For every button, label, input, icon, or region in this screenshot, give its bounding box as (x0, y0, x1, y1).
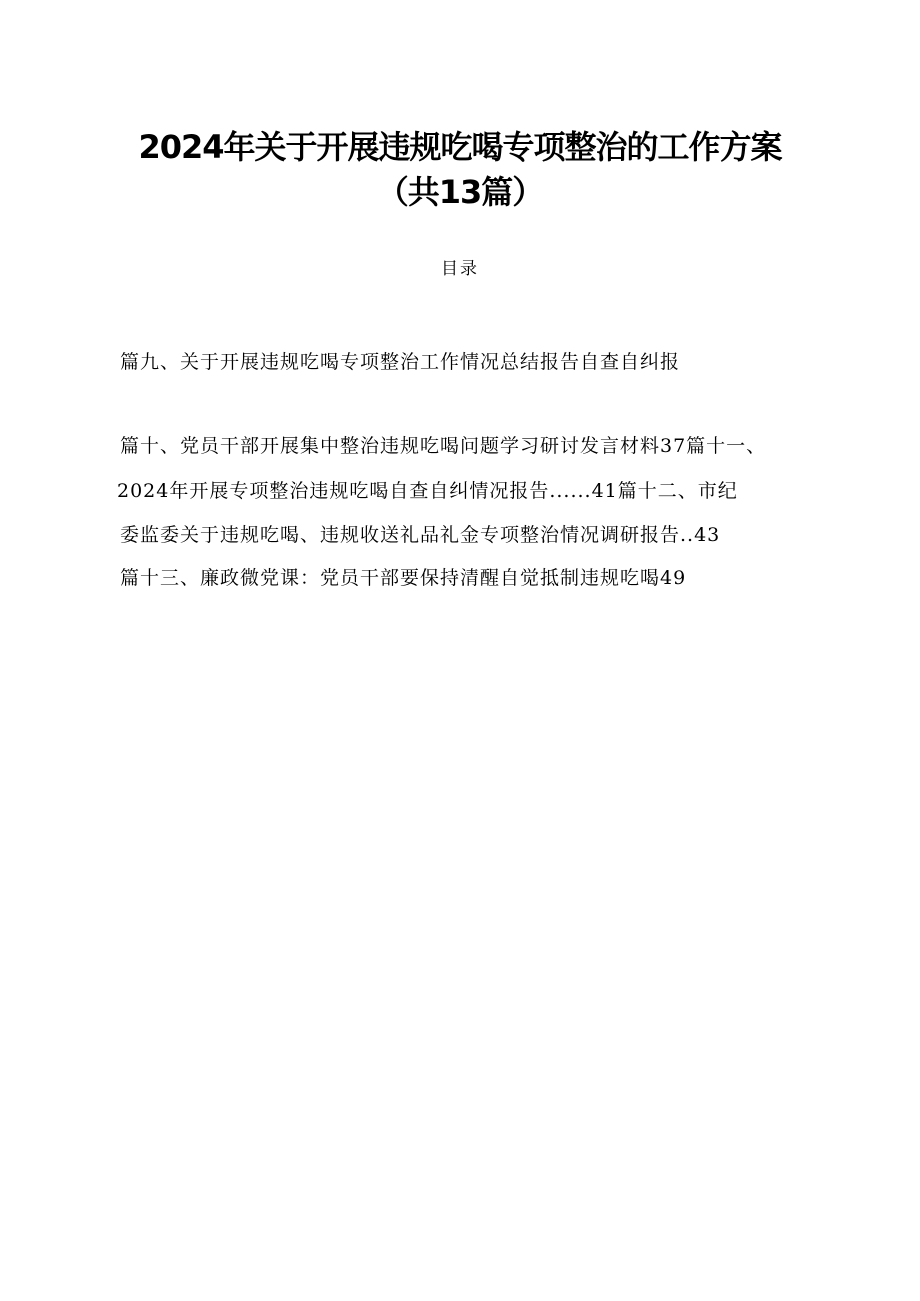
toc-line: 委监委关于违规吃喝、违规收送礼品礼金专项整治情况调研报告..43 (120, 524, 721, 546)
document-title-count: （共13篇） (376, 173, 544, 211)
toc-line: 2024年开展专项整治违规吃喝自查自纠情况报告......41篇十二、市纪 (117, 480, 738, 502)
toc-line: 篇九、关于开展违规吃喝专项整治工作情况总结报告自查自纠报 (120, 351, 681, 373)
toc-line: 篇十三、廉政微党课：党员干部要保持清醒自觉抵制违规吃喝49 (120, 567, 687, 589)
toc-heading: 目录 (441, 259, 479, 279)
document-title: 2024年关于开展违规吃喝专项整治的工作方案 (138, 128, 782, 166)
toc-line: 篇十、党员干部开展集中整治违规吃喝问题学习研讨发言材料37篇十一、 (120, 435, 767, 457)
